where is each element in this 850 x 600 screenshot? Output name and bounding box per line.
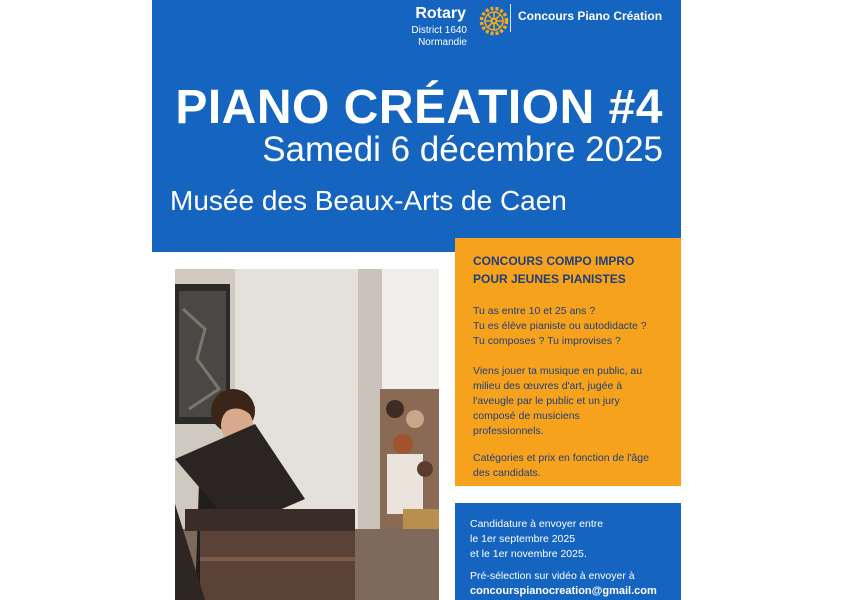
info-title-line: POUR JEUNES PIANISTES xyxy=(473,272,626,286)
info-title-line: CONCOURS COMPO IMPRO xyxy=(473,254,635,268)
poster xyxy=(152,0,681,600)
application-line: Candidature à envoyer entre xyxy=(470,518,604,530)
application-box xyxy=(455,503,681,600)
event-date: Samedi 6 décembre 2025 xyxy=(262,130,663,169)
contest-name: Concours Piano Création xyxy=(518,9,663,23)
info-invitation xyxy=(473,364,673,439)
info-box xyxy=(455,238,681,486)
rotary-logo xyxy=(392,5,510,47)
info-invitation-line: professionnels. xyxy=(473,425,544,437)
logo-divider xyxy=(510,4,511,32)
info-categories xyxy=(473,451,673,481)
application-line: le 1er septembre 2025 xyxy=(470,533,576,545)
info-invitation-line: Viens jouer ta musique en public, au xyxy=(473,365,643,377)
preselection-text: Pré-sélection sur vidéo à envoyer à xyxy=(470,570,635,582)
rotary-region: Normandie xyxy=(418,37,467,48)
rotary-district: District 1640 xyxy=(411,25,467,36)
rotary-wheel-icon xyxy=(478,5,510,37)
info-questions xyxy=(473,304,673,349)
event-venue: Musée des Beaux-Arts de Caen xyxy=(170,185,567,216)
event-title: PIANO CRÉATION #4 xyxy=(175,81,663,134)
info-categories-line: Catégories et prix en fonction de l'âge xyxy=(473,452,649,464)
info-invitation-line: milieu des œuvres d'art, jugée à xyxy=(473,380,623,392)
header-banner xyxy=(152,0,681,252)
application-line: et le 1er novembre 2025. xyxy=(470,548,587,560)
info-question: Tu as entre 10 et 25 ans ? xyxy=(473,305,596,317)
pianist-photo xyxy=(175,269,439,600)
contact-email[interactable]: concourspianocreation@gmail.com xyxy=(470,585,657,597)
rotary-wordmark: Rotary xyxy=(415,5,466,22)
application-dates xyxy=(470,517,676,562)
info-question: Tu composes ? Tu improvises ? xyxy=(473,335,621,347)
info-question: Tu es élève pianiste ou autodidacte ? xyxy=(473,320,647,332)
info-invitation-line: l'aveugle par le public et un jury xyxy=(473,395,620,407)
info-box-title xyxy=(473,252,673,288)
info-categories-line: des candidats. xyxy=(473,467,541,479)
info-invitation-line: composé de musiciens xyxy=(473,410,580,422)
